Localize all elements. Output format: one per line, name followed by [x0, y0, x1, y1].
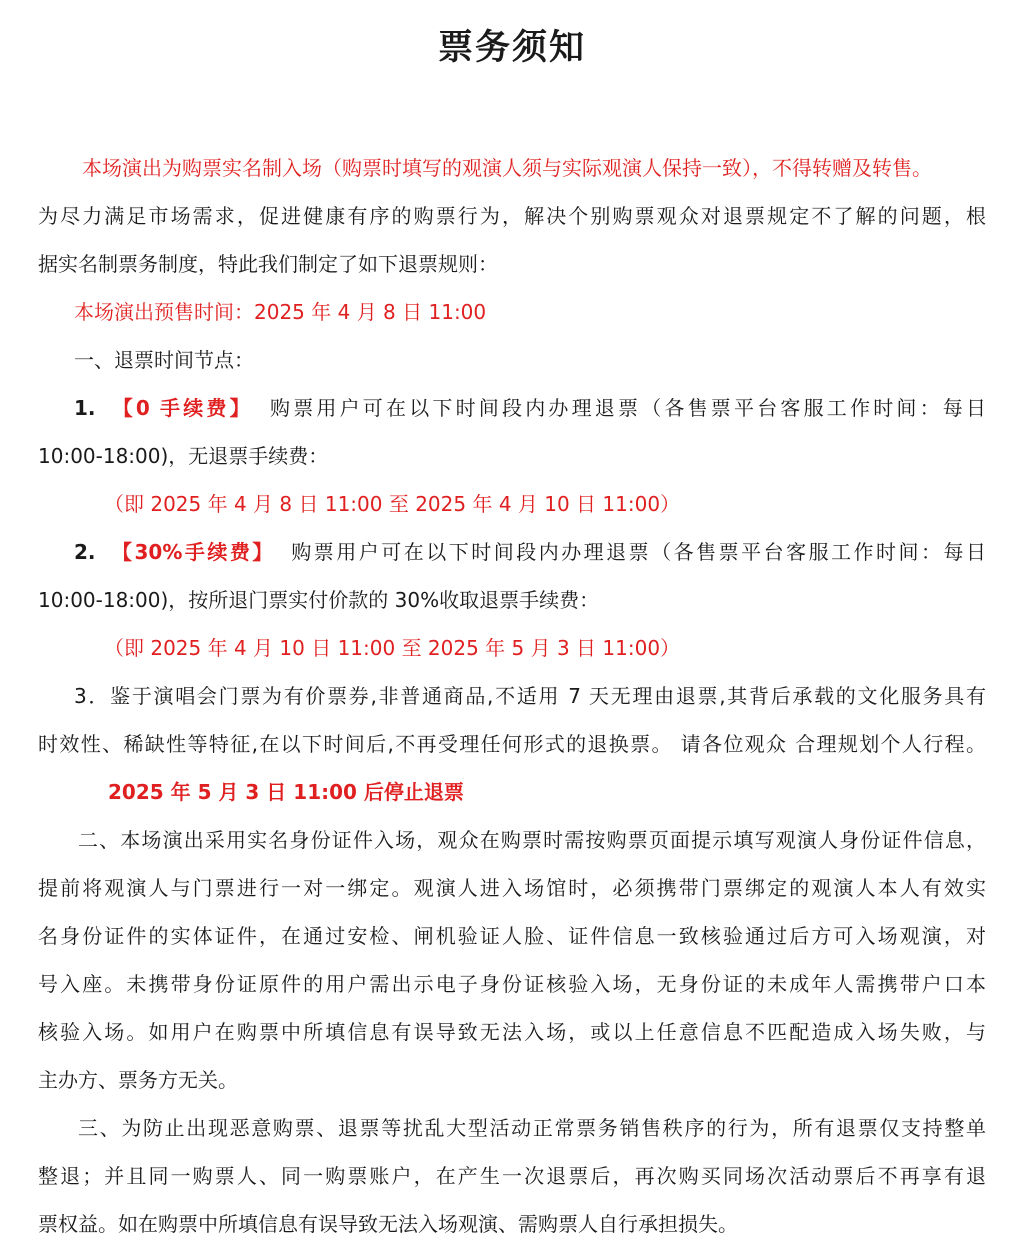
item-1-hours: 10:00-18:00)，无退票手续费：: [38, 444, 329, 468]
real-name-notice: 本场演出为购票实名制入场（购票时填写的观演人须与实际观演人保持一致），不得转赠及转售。: [82, 156, 932, 180]
item-2-number: 2.: [74, 540, 96, 564]
section2-line-5: 核验入场。如用户在购票中所填信息有误导致无法入场，或以上任意信息不匹配造成入场失败，与: [38, 1020, 986, 1044]
item-1-fee-tag: 【0 手续费】: [109, 396, 253, 420]
refund-item-1: [38, 384, 986, 432]
section3-line-2: 整退；并且同一购票人、同一购票账户，在产生一次退票后，再次购买同场次活动票后不再享有退: [38, 1164, 986, 1188]
section2-line-1: 二、本场演出采用实名身份证件入场，观众在购票时需按购票页面提示填写观演人身份证件信息，: [78, 828, 986, 852]
section3-line-1: 三、为防止出现恶意购票、退票等扰乱大型活动正常票务销售秩序的行为，所有退票仅支持整单: [78, 1116, 986, 1140]
refund-item-3-line-1: 3．鉴于演唱会门票为有价票券,非普通商品,不适用 7 天无理由退票,其背后承载的文化服务具有: [74, 684, 986, 708]
section2-line-4: 号入座。未携带身份证原件的用户需出示电子身份证核验入场，无身份证的未成年人需携带户口本: [38, 972, 986, 996]
item-1-period: （即 2025 年 4 月 8 日 11:00 至 2025 年 4 月 10 日 11:00）: [104, 492, 681, 516]
refund-item-2: [38, 528, 986, 576]
page-title: 票务须知: [437, 28, 586, 68]
item-2-text: 购票用户可在以下时间段内办理退票（各售票平台客服工作时间：每日: [288, 540, 986, 564]
section1-heading: 一、退票时间节点：: [74, 348, 254, 372]
section2-line-2: 提前将观演人与门票进行一对一绑定。观演人进入场馆时，必须携带门票绑定的观演人本人有效实: [38, 876, 986, 900]
item-2-hours: 10:00-18:00)，按所退门票实付价款的 30%收取退票手续费：: [38, 588, 600, 612]
intro-line-2: 据实名制票务制度，特此我们制定了如下退票规则：: [38, 252, 498, 276]
item-2-fee-tag: 【30%手续费】: [109, 540, 275, 564]
item-1-text: 购票用户可在以下时间段内办理退票（各售票平台客服工作时间：每日: [266, 396, 986, 420]
refund-stop-time: 2025 年 5 月 3 日 11:00 后停止退票: [108, 780, 464, 804]
section2-line-3: 名身份证件的实体证件，在通过安检、闸机验证人脸、证件信息一致核验通过后方可入场观演，对: [38, 924, 986, 948]
item-1-number: 1.: [74, 396, 96, 420]
presale-time: 本场演出预售时间：2025 年 4 月 8 日 11:00: [74, 300, 487, 324]
section3-line-3: 票权益。如在购票中所填信息有误导致无法入场观演、需购票人自行承担损失。: [38, 1212, 738, 1236]
item-2-period: （即 2025 年 4 月 10 日 11:00 至 2025 年 5 月 3 日 11:00）: [104, 636, 681, 660]
intro-line-1: 为尽力满足市场需求，促进健康有序的购票行为，解决个别购票观众对退票规定不了解的问题，根: [38, 204, 986, 228]
section2-line-6: 主办方、票务方无关。: [38, 1068, 238, 1092]
refund-item-3-line-2: 时效性、稀缺性等特征,在以下时间后,不再受理任何形式的退换票。 请各位观众 合理规划个人行程。: [38, 732, 986, 756]
